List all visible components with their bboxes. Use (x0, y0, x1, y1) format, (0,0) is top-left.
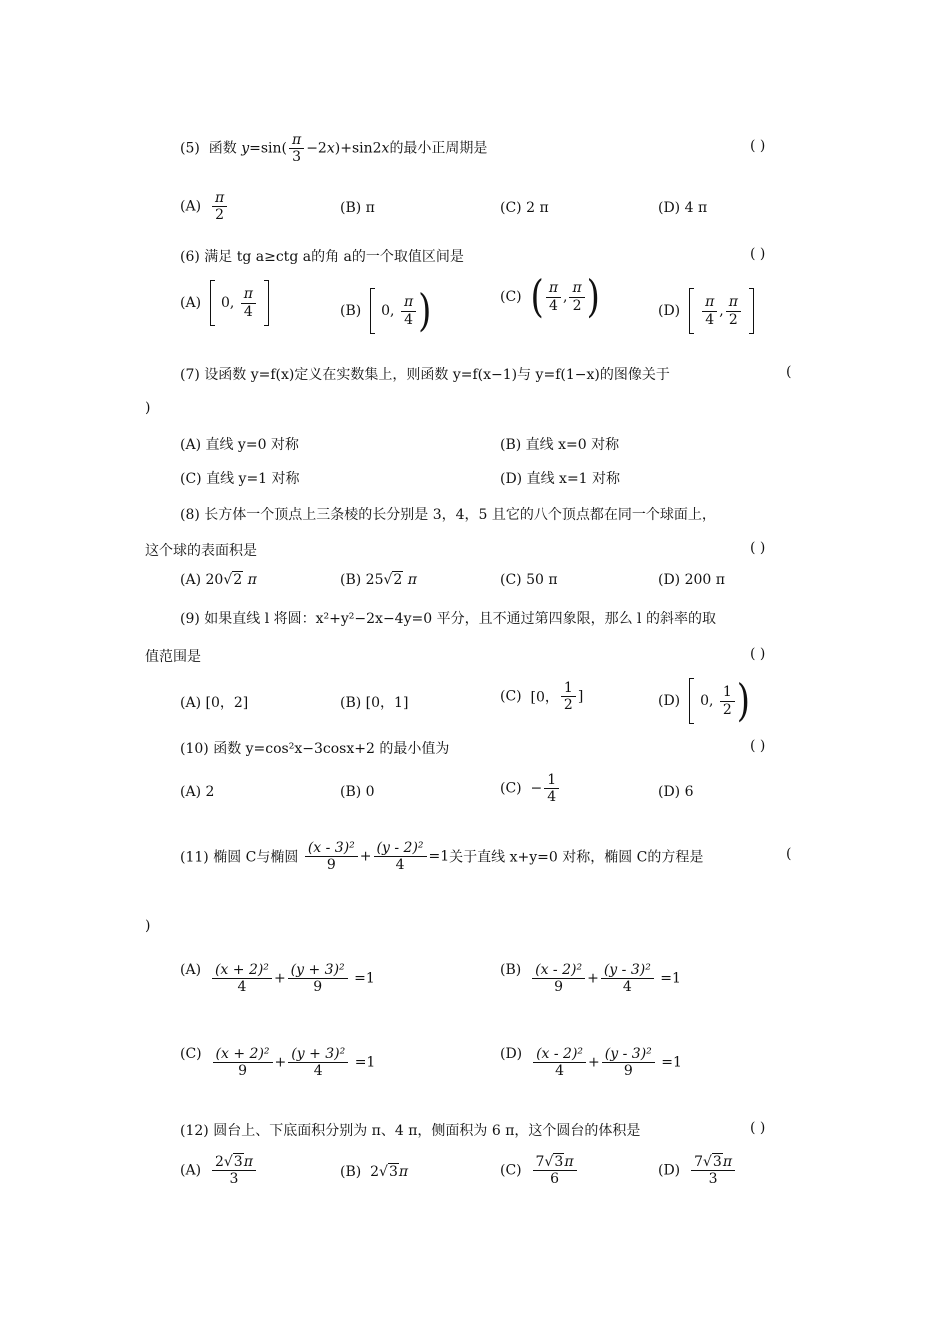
frac-den: 4 (395, 857, 405, 874)
option-label: (A) (180, 1162, 202, 1179)
frac-den: 9 (623, 1063, 633, 1080)
option-label: (D) (658, 693, 681, 709)
q9-answer-bracket: ( ) (750, 646, 766, 662)
q8-option-a (180, 572, 257, 588)
plus-sign: + (274, 1054, 287, 1071)
q9-stem-line2: 值范围是 (145, 649, 201, 665)
frac-num: π (241, 286, 256, 303)
frac-num: (y - 3)² (602, 1046, 655, 1063)
pi: π (564, 1154, 574, 1170)
frac-den: 9 (554, 979, 564, 996)
plus-sign: + (587, 970, 599, 987)
q11-stem (180, 840, 703, 873)
radicand: 3 (388, 1164, 398, 1180)
pi: π (407, 572, 417, 588)
q10-option-a: (A) 2 (180, 784, 215, 800)
q5-var-y: y (241, 140, 250, 157)
q8-stem-line2: 这个球的表面积是 (145, 543, 257, 559)
frac (288, 962, 348, 995)
frac-den: 4 (548, 297, 558, 314)
plus-sign: + (359, 848, 372, 865)
q5-plus-sin: )+sin2 (334, 140, 382, 157)
frac (374, 840, 427, 873)
q10-option-d: (D) 6 (658, 784, 694, 800)
right-square-bracket (749, 288, 754, 334)
q8-option-c: (C) 50 π (500, 572, 558, 588)
sqrt: √2 (223, 572, 243, 588)
coef: 7 (535, 1154, 545, 1170)
interval (689, 675, 751, 727)
sqrt: √3 (223, 1154, 243, 1170)
frac (544, 772, 559, 805)
q12-option-a (180, 1154, 258, 1187)
right-paren: ) (736, 675, 751, 727)
q11-option-a (180, 962, 375, 995)
plus-sign: + (273, 970, 286, 987)
frac-num: 1 (544, 772, 559, 789)
q5-option-c: (C) 2 π (500, 200, 549, 216)
frac-num: (x - 2)² (533, 1046, 586, 1063)
frac (533, 1046, 586, 1079)
frac-num: (x - 2)² (532, 962, 585, 979)
frac-num: (y + 3)² (288, 962, 348, 979)
interval (210, 280, 269, 326)
frac-num: π (546, 280, 561, 297)
q11-text-pre: (11) 椭圆 C与椭圆 (180, 849, 299, 866)
frac-num: (y + 3)² (288, 1046, 348, 1063)
q12-answer-bracket: ( ) (750, 1120, 766, 1136)
option-label: (C) (180, 1046, 202, 1062)
q9-option-c (500, 680, 583, 713)
frac (213, 1046, 273, 1079)
pi: π (722, 1154, 733, 1170)
frac-den: 3 (292, 149, 302, 166)
frac-num: π (212, 190, 227, 207)
q11-bracket-close: ) (145, 918, 151, 934)
frac-den: 4 (622, 979, 632, 996)
equals-one: =1 (354, 1054, 376, 1071)
coef: 7 (694, 1154, 703, 1170)
right-square-bracket (264, 280, 269, 326)
interval-right: ] (577, 688, 584, 705)
equals-one: =1 (428, 848, 450, 865)
q9-option-d (658, 675, 751, 727)
q7-option-c: (C) 直线 y=1 对称 (180, 471, 300, 487)
q5-option-d: (D) 4 π (658, 200, 708, 216)
equals-one: =1 (660, 970, 681, 987)
frac-den: 2 (563, 697, 573, 714)
q9-option-b: (B) [0，1] (340, 695, 409, 711)
q12-option-d (658, 1154, 737, 1187)
option-label: (B) (340, 303, 362, 319)
frac (691, 1154, 735, 1187)
q7-option-b: (B) 直线 x=0 对称 (500, 437, 620, 453)
frac (726, 294, 741, 327)
frac (602, 1046, 655, 1079)
q6-stem: (6) 满足 tg a≥ctg a的角 a的一个取值区间是 (180, 249, 464, 265)
frac (212, 962, 272, 995)
option-label: (A) (180, 198, 202, 215)
q5-option-a (180, 190, 229, 223)
q8-stem-line1: (8) 长方体一个顶点上三条棱的长分别是 3，4，5 且它的八个顶点都在同一个球面上， (180, 507, 716, 523)
q11-text-post: 关于直线 x+y=0 对称，椭圆 C的方程是 (449, 849, 704, 866)
option-label: (C) (500, 289, 522, 305)
q5-text-tail: 的最小正周期是 (389, 140, 488, 157)
frac-num: (y - 3)² (601, 962, 654, 979)
q6-answer-bracket: ( ) (750, 246, 766, 262)
option-label: (C) (500, 688, 522, 705)
q5-var-x2: x (381, 140, 390, 157)
comma: , (719, 303, 724, 319)
frac (561, 680, 576, 713)
option-label: (A) (180, 295, 202, 311)
option-label: (A) (180, 962, 202, 978)
frac (720, 684, 735, 717)
left-paren: ( (530, 271, 544, 323)
radicand: 2 (233, 572, 243, 588)
interval (530, 271, 600, 323)
pi: π (243, 1154, 253, 1170)
q5-answer-bracket: ( ) (750, 138, 766, 154)
option-label: (C) (500, 780, 522, 797)
frac-num: (x - 3)² (305, 840, 358, 857)
q9-stem-line1: (9) 如果直线 l 将圆：x²+y²−2x−4y=0 平分，且不通过第四象限，那么 l 的斜率的取 (180, 611, 716, 627)
frac-num: 1 (561, 680, 576, 697)
left-square-bracket (689, 678, 694, 724)
frac-den: 4 (404, 311, 413, 328)
option-text: (A) 20 (180, 572, 224, 588)
sqrt: √3 (379, 1164, 398, 1180)
q5-stem (180, 132, 487, 165)
q12-option-b (340, 1164, 408, 1180)
frac-num: (x + 2)² (212, 962, 272, 979)
frac-den: 2 (722, 701, 732, 718)
option-label: (D) (658, 1162, 681, 1179)
q10-answer-bracket: ( ) (750, 738, 766, 754)
pi: π (398, 1164, 409, 1180)
q5-frac-pi-3 (289, 132, 304, 165)
interval-left: 0, (700, 693, 714, 709)
frac (532, 962, 585, 995)
frac-den: 6 (550, 1171, 559, 1188)
frac-den: 4 (313, 1063, 323, 1080)
frac-num: π (569, 280, 584, 297)
q6-option-a (180, 280, 269, 326)
frac-den: 3 (708, 1171, 718, 1188)
radicand: 2 (393, 572, 403, 588)
option-label: (C) (500, 1162, 522, 1179)
equals-one: =1 (661, 1054, 682, 1071)
frac-num: 1 (720, 684, 735, 701)
interval-left: 0, (220, 295, 235, 311)
frac (533, 1154, 577, 1187)
frac-num: π (702, 294, 717, 311)
radicand: 3 (233, 1154, 243, 1170)
q7-stem: (7) 设函数 y=f(x)定义在实数集上，则函数 y=f(x−1)与 y=f(1−x)的图像关于 (180, 367, 670, 383)
q8-option-b (340, 572, 417, 588)
frac-den: 9 (238, 1063, 247, 1080)
frac (305, 840, 358, 873)
frac-den: 4 (555, 1063, 565, 1080)
option-label: (D) (658, 303, 681, 319)
q8-answer-bracket: ( ) (750, 540, 766, 556)
frac-den: 4 (243, 303, 253, 320)
q11-option-c (180, 1046, 375, 1079)
q5-text-pre: 函数 (208, 140, 237, 157)
frac-den: 2 (572, 297, 582, 314)
equals-one: =1 (354, 970, 375, 987)
q10-option-c (500, 772, 561, 805)
frac-num: (y - 2)² (374, 840, 427, 857)
frac (601, 962, 654, 995)
q5-option-b: (B) π (340, 200, 375, 216)
q11-bracket-open: ( (786, 846, 792, 862)
frac-num: π (289, 132, 304, 149)
right-paren: ) (586, 271, 600, 323)
frac (702, 294, 717, 327)
coef: 2 (370, 1164, 380, 1180)
q7-bracket-close: ) (145, 400, 151, 416)
q7-option-a: (A) 直线 y=0 对称 (180, 437, 299, 453)
left-square-bracket (370, 288, 375, 334)
option-label: (B) (500, 962, 522, 978)
q5-sin-open: =sin( (249, 140, 287, 157)
frac (546, 280, 561, 313)
frac-den: 2 (728, 311, 738, 328)
q10-stem: (10) 函数 y=cos²x−3cosx+2 的最小值为 (180, 741, 450, 757)
q5-number: (5) (180, 140, 200, 157)
q5-minus2: −2 (306, 140, 327, 157)
frac-den: 9 (326, 857, 336, 874)
plus-sign: + (588, 1054, 600, 1071)
option-label: (B) (340, 1164, 362, 1180)
frac-num: π (401, 294, 416, 311)
interval-left: 0, (381, 303, 395, 319)
q10-option-b: (B) 0 (340, 784, 375, 800)
frac-num: (x + 2)² (213, 1046, 273, 1063)
frac (401, 294, 416, 327)
frac-den: 4 (237, 979, 247, 996)
q5-var-x: x (326, 140, 335, 157)
interval-left: [0， (530, 689, 559, 706)
q9-option-a: (A) [0，2] (180, 695, 249, 711)
q5-a-frac (212, 190, 227, 223)
q11-option-d (500, 1046, 682, 1079)
q7-bracket-open: ( (786, 364, 792, 380)
frac-den: 4 (547, 789, 557, 806)
q12-stem: (12) 圆台上、下底面积分别为 π、4 π，侧面积为 6 π，这个圆台的体积是 (180, 1123, 641, 1139)
frac (288, 1046, 348, 1079)
right-paren: ) (418, 285, 432, 337)
q6-option-d (658, 288, 754, 334)
option-label: (D) (500, 1046, 523, 1062)
sqrt: √3 (544, 1154, 564, 1170)
coef: 2 (214, 1154, 224, 1170)
interval (689, 288, 754, 334)
frac-den: 2 (215, 207, 225, 224)
frac (241, 286, 256, 319)
sqrt: √2 (383, 572, 403, 588)
option-text: (B) 25 (340, 572, 384, 588)
left-square-bracket (210, 280, 215, 326)
interval (370, 285, 432, 337)
q7-option-d: (D) 直线 x=1 对称 (500, 471, 621, 487)
q11-option-b (500, 962, 681, 995)
radicand: 3 (554, 1154, 564, 1170)
frac (569, 280, 584, 313)
left-square-bracket (689, 288, 694, 334)
q6-option-c (500, 271, 600, 323)
q12-option-c (500, 1154, 579, 1187)
frac-num: π (726, 294, 741, 311)
minus-sign: − (530, 780, 543, 797)
frac-den: 9 (313, 979, 323, 996)
frac-den: 3 (229, 1171, 239, 1188)
q6-option-b (340, 285, 432, 337)
comma: , (563, 289, 568, 305)
radicand: 3 (712, 1154, 722, 1170)
frac (212, 1154, 256, 1187)
sqrt: √3 (702, 1154, 722, 1170)
q8-option-d: (D) 200 π (658, 572, 725, 588)
pi: π (247, 572, 257, 588)
frac-den: 4 (705, 311, 715, 328)
